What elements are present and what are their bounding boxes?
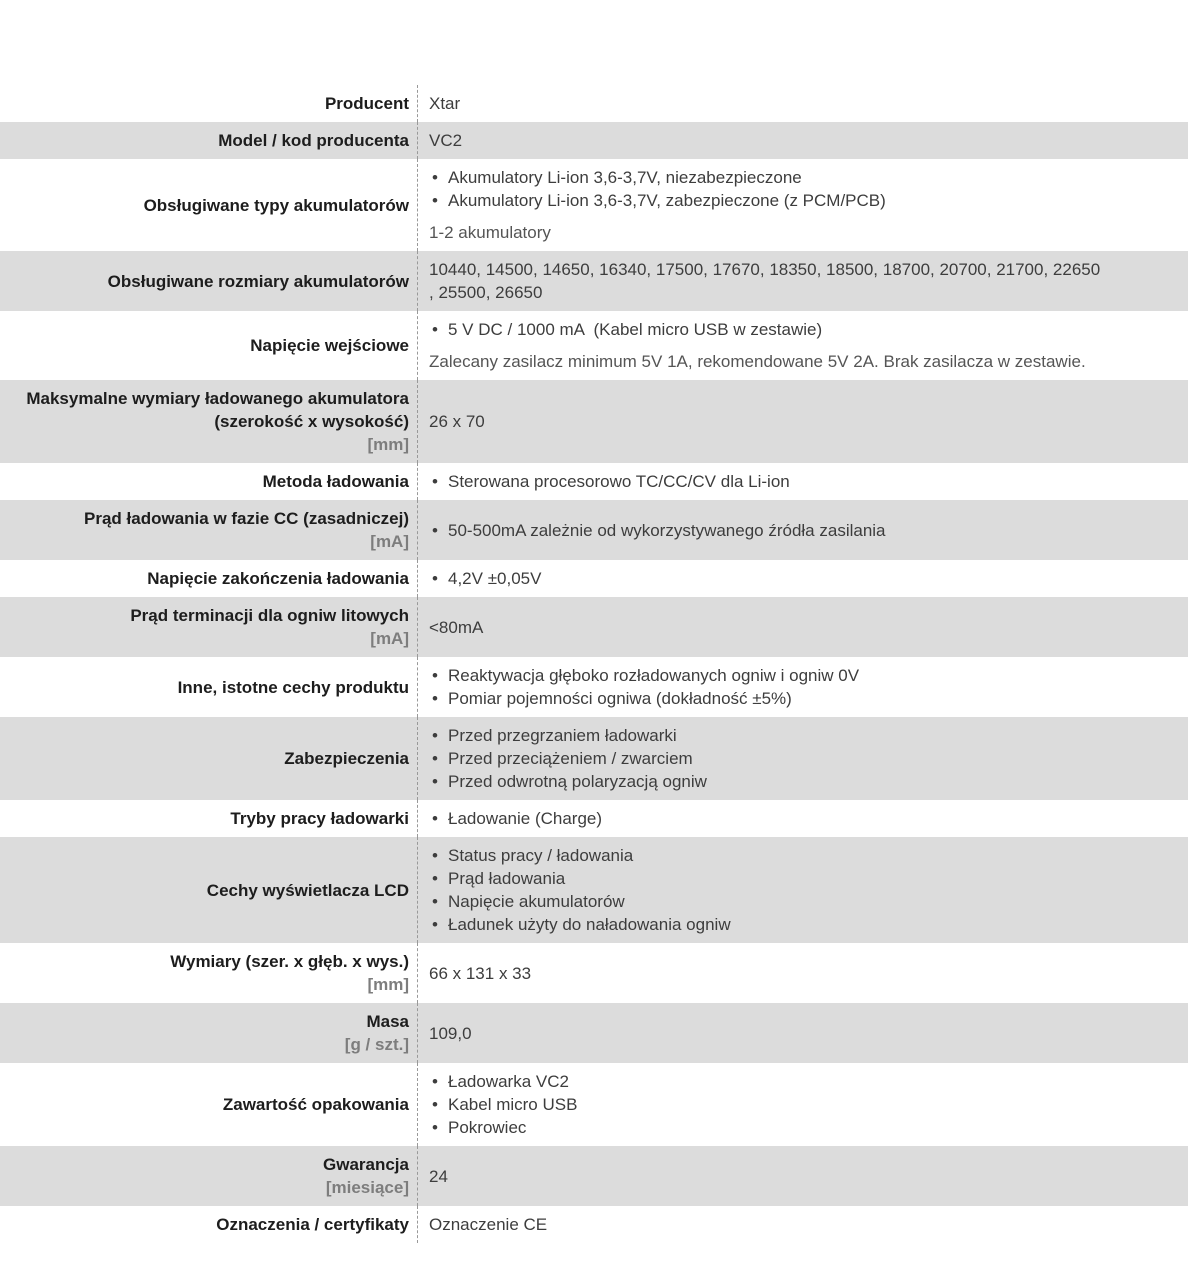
spec-value xyxy=(417,943,1188,1003)
bullet-item: • Prąd ładowania xyxy=(429,867,1176,890)
spec-row-cechy-lcd xyxy=(0,837,1188,943)
spec-value xyxy=(417,657,1188,717)
bullet-list xyxy=(429,1070,1176,1139)
spec-label-text: Masa xyxy=(366,1012,409,1031)
bullet-list xyxy=(429,318,1176,341)
bullet-item: • 5 V DC / 1000 mA (Kabel micro USB w zestawie) xyxy=(429,318,1176,341)
spec-label-text: Obsługiwane typy akumulatorów xyxy=(143,195,409,215)
bullet-item: • Pomiar pojemności ogniwa (dokładność ±5%) xyxy=(429,687,1176,710)
spec-value-note: 1-2 akumulatory xyxy=(429,223,551,242)
spec-row-prad-ladowania-cc xyxy=(0,500,1188,560)
spec-value xyxy=(417,251,1188,311)
spec-row-masa xyxy=(0,1003,1188,1063)
spec-value-text: VC2 xyxy=(429,131,463,150)
bullet-item: • Reaktywacja głęboko rozładowanych ogniw i ogniw 0V xyxy=(429,664,1176,687)
spec-label xyxy=(0,837,417,943)
spec-row-producent xyxy=(0,85,1188,122)
spec-value xyxy=(417,380,1188,463)
spec-value xyxy=(417,500,1188,560)
spec-value xyxy=(417,463,1188,500)
spec-value xyxy=(417,717,1188,800)
spec-label-text: Tryby pracy ładowarki xyxy=(230,809,409,828)
spec-value xyxy=(417,560,1188,597)
spec-label xyxy=(0,463,417,500)
spec-label xyxy=(0,380,417,463)
spec-label-unit: [mA] xyxy=(370,629,409,648)
bullet-item: • Akumulatory Li-ion 3,6-3,7V, niezabezpieczone xyxy=(429,166,1176,189)
spec-value xyxy=(417,85,1188,122)
product-spec-page xyxy=(0,85,1200,1285)
bullet-item: • Ładowarka VC2 xyxy=(429,1070,1176,1093)
spec-label-unit: [g / szt.] xyxy=(344,1035,409,1054)
spec-row-zabezpieczenia xyxy=(0,717,1188,800)
spec-label xyxy=(0,85,417,122)
bullet-item: • Przed przeciążeniem / zwarciem xyxy=(429,747,1176,770)
bullet-item: • Sterowana procesorowo TC/CC/CV dla Li-ion xyxy=(429,470,1176,493)
spec-value-text: <80mA xyxy=(429,617,484,637)
spec-label xyxy=(0,657,417,717)
bullet-item: • Status pracy / ładowania xyxy=(429,844,1176,867)
spec-label xyxy=(0,122,417,159)
bullet-list xyxy=(429,724,1176,793)
spec-value xyxy=(417,597,1188,657)
spec-value xyxy=(417,1146,1188,1206)
spec-label-text: Model / kod producenta xyxy=(218,131,409,150)
spec-label-text: Zabezpieczenia xyxy=(284,749,409,768)
spec-label-text: Maksymalne wymiary ładowanego akumulatora (szerokość x wysokość) xyxy=(26,389,409,431)
bullet-list xyxy=(429,844,1176,936)
spec-label-text: Wymiary (szer. x głęb. x wys.) xyxy=(170,952,409,971)
spec-value xyxy=(417,159,1188,251)
spec-row-zawartosc-opakowania xyxy=(0,1063,1188,1146)
spec-label-text: Inne, istotne cechy produktu xyxy=(177,677,409,697)
bullet-item: • Akumulatory Li-ion 3,6-3,7V, zabezpieczone (z PCM/PCB) xyxy=(429,189,1176,212)
spec-label-unit: [miesiące] xyxy=(325,1178,409,1197)
spec-row-oznaczenia xyxy=(0,1206,1188,1243)
bullet-item: • Ładunek użyty do naładowania ogniw xyxy=(429,913,1176,936)
spec-value-text: 26 x 70 xyxy=(429,412,485,431)
bullet-item: • Kabel micro USB xyxy=(429,1093,1176,1116)
spec-value xyxy=(417,1206,1188,1243)
spec-row-maksymalne-wymiary xyxy=(0,380,1188,463)
spec-label-text: Oznaczenia / certyfikaty xyxy=(216,1215,409,1234)
bullet-item: • Przed odwrotną polaryzacją ogniw xyxy=(429,770,1176,793)
spec-row-prad-terminacji xyxy=(0,597,1188,657)
spec-label-unit: [mm] xyxy=(367,435,409,454)
spec-label xyxy=(0,943,417,1003)
bullet-item: • Napięcie akumulatorów xyxy=(429,890,1176,913)
spec-label xyxy=(0,311,417,380)
spec-label-text: Producent xyxy=(324,94,409,113)
spec-value-text: 24 xyxy=(429,1166,448,1186)
bullet-list xyxy=(429,807,1176,830)
spec-row-tryby-pracy xyxy=(0,800,1188,837)
bullet-item: • 50-500mA zależnie od wykorzystywanego źródła zasilania xyxy=(429,519,1176,542)
spec-label-text: Metoda ładowania xyxy=(262,472,409,491)
spec-value-line: , 25500, 26650 xyxy=(429,283,543,302)
spec-value xyxy=(417,122,1188,159)
spec-label-text: Prąd terminacji dla ogniw litowych xyxy=(130,606,409,625)
spec-row-typy-akumulatorow xyxy=(0,159,1188,251)
spec-label-unit: [mm] xyxy=(367,975,409,994)
bullet-list xyxy=(429,567,1176,590)
spec-value xyxy=(417,837,1188,943)
spec-row-napiecie-wejsciowe xyxy=(0,311,1188,380)
bullet-item: • Przed przegrzaniem ładowarki xyxy=(429,724,1176,747)
spec-label xyxy=(0,251,417,311)
spec-value-line: 10440, 14500, 14650, 16340, 17500, 17670, 18350, 18500, 18700, 20700, 21700, 22650 xyxy=(429,260,1101,279)
spec-value-note: Zalecany zasilacz minimum 5V 1A, rekomendowane 5V 2A. Brak zasilacza w zestawie. xyxy=(429,352,1086,371)
spec-label-text: Napięcie wejściowe xyxy=(250,336,409,355)
spec-value-text: Oznaczenie CE xyxy=(429,1215,548,1234)
spec-label xyxy=(0,560,417,597)
spec-label xyxy=(0,717,417,800)
spec-row-inne-cechy xyxy=(0,657,1188,717)
spec-label xyxy=(0,500,417,560)
spec-row-model xyxy=(0,122,1188,159)
bullet-item: • Ładowanie (Charge) xyxy=(429,807,1176,830)
spec-label-text: Obsługiwane rozmiary akumulatorów xyxy=(107,271,409,291)
spec-label-unit: [mA] xyxy=(370,532,409,551)
spec-row-gwarancja xyxy=(0,1146,1188,1206)
spec-value xyxy=(417,311,1188,380)
spec-row-rozmiary-akumulatorow xyxy=(0,251,1188,311)
spec-row-metoda-ladowania xyxy=(0,463,1188,500)
spec-label xyxy=(0,1146,417,1206)
spec-value-text: 109,0 xyxy=(429,1023,472,1043)
spec-label xyxy=(0,800,417,837)
spec-table xyxy=(0,85,1188,1243)
spec-label-text: Zawartość opakowania xyxy=(222,1095,409,1114)
bullet-list xyxy=(429,519,1176,542)
spec-label xyxy=(0,1206,417,1243)
spec-value-text: 66 x 131 x 33 xyxy=(429,963,532,983)
spec-value-text: Xtar xyxy=(429,94,461,113)
spec-value xyxy=(417,1003,1188,1063)
bullet-list xyxy=(429,470,1176,493)
spec-value xyxy=(417,1063,1188,1146)
spec-label xyxy=(0,1003,417,1063)
bullet-list xyxy=(429,166,1176,212)
bullet-item: • Pokrowiec xyxy=(429,1116,1176,1139)
spec-label xyxy=(0,159,417,251)
spec-label xyxy=(0,597,417,657)
bullet-list xyxy=(429,664,1176,710)
spec-row-wymiary xyxy=(0,943,1188,1003)
spec-row-napiecie-zakonczenia xyxy=(0,560,1188,597)
spec-label-text: Gwarancja xyxy=(323,1155,409,1174)
spec-label-text: Napięcie zakończenia ładowania xyxy=(147,569,409,588)
spec-label-text: Prąd ładowania w fazie CC (zasadniczej) xyxy=(84,509,409,528)
bullet-item: • 4,2V ±0,05V xyxy=(429,567,1176,590)
spec-label xyxy=(0,1063,417,1146)
spec-value xyxy=(417,800,1188,837)
spec-label-text: Cechy wyświetlacza LCD xyxy=(206,880,409,900)
